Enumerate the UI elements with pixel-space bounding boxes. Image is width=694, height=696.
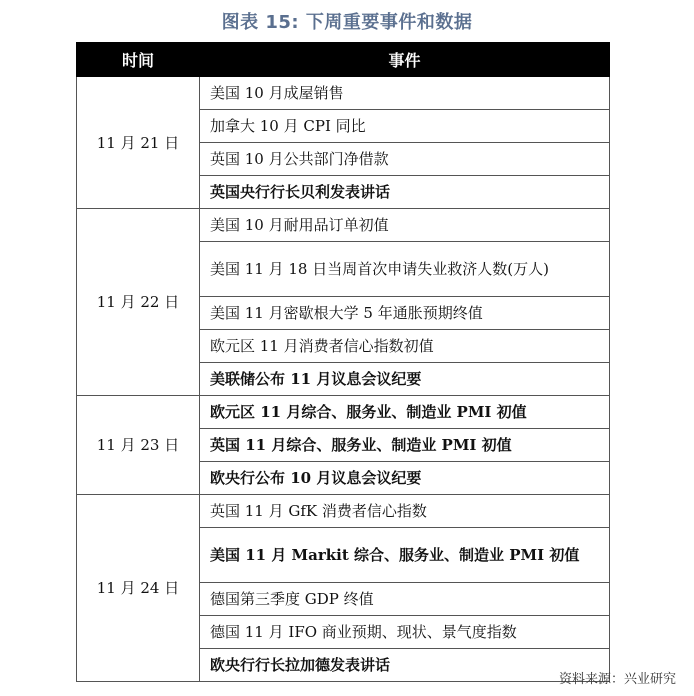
table-row [77,495,610,528]
event-cell: 德国第三季度 GDP 终值 [200,583,610,616]
event-cell: 欧元区 11 月消费者信心指数初值 [200,330,610,363]
date-cell: 11 月 24 日 [77,495,200,682]
date-cell: 11 月 22 日 [77,209,200,396]
table-header-row [77,43,610,77]
events-table [76,42,610,682]
event-cell: 美联储公布 11 月议息会议纪要 [200,363,610,396]
event-cell: 美国 11 月 18 日当周首次申请失业救济人数(万人) [200,242,610,297]
page-title: 图表 15: 下周重要事件和数据 [221,12,473,33]
event-cell: 欧央行行长拉加德发表讲话 [200,649,610,682]
event-cell: 德国 11 月 IFO 商业预期、现状、景气度指数 [200,616,610,649]
header-time: 时间 [77,43,200,77]
date-cell: 11 月 23 日 [77,396,200,495]
source-note: 资料来源：兴业研究 [558,672,676,687]
event-cell: 英国央行行长贝利发表讲话 [200,176,610,209]
event-cell: 英国 10 月公共部门净借款 [200,143,610,176]
event-cell: 美国 10 月成屋销售 [200,77,610,110]
date-cell: 11 月 21 日 [77,77,200,209]
event-cell: 美国 11 月 Markit 综合、服务业、制造业 PMI 初值 [200,528,610,583]
table-row [77,77,610,110]
event-cell: 英国 11 月 GfK 消费者信心指数 [200,495,610,528]
event-cell: 美国 10 月耐用品订单初值 [200,209,610,242]
event-cell: 加拿大 10 月 CPI 同比 [200,110,610,143]
event-cell: 欧央行公布 10 月议息会议纪要 [200,462,610,495]
event-cell: 英国 11 月综合、服务业、制造业 PMI 初值 [200,429,610,462]
table-row [77,209,610,242]
event-cell: 欧元区 11 月综合、服务业、制造业 PMI 初值 [200,396,610,429]
header-event: 事件 [200,43,610,77]
table-row [77,396,610,429]
event-cell: 美国 11 月密歇根大学 5 年通胀预期终值 [200,297,610,330]
